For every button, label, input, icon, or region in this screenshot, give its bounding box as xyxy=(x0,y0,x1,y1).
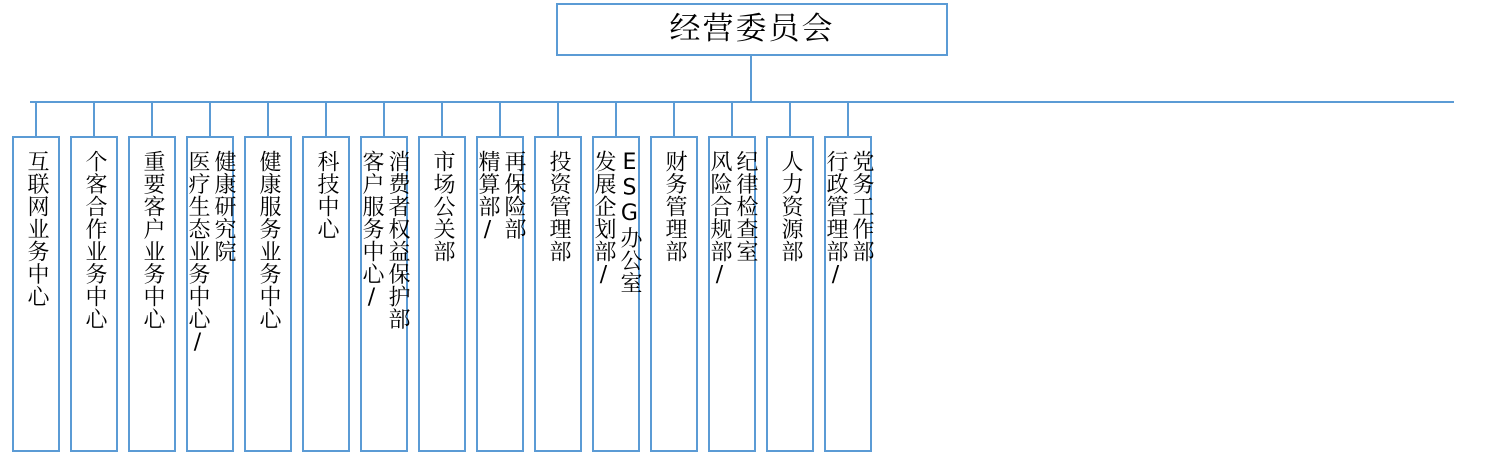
leaf-node[interactable] xyxy=(708,136,756,452)
leaf-node-label: 重要客户业务中心 xyxy=(139,150,165,330)
leaf-node[interactable] xyxy=(650,136,698,452)
leaf-node[interactable] xyxy=(244,136,292,452)
leaf-node-label: 风险合规部/ xyxy=(707,150,732,288)
connector-line xyxy=(325,101,327,136)
leaf-node[interactable] xyxy=(302,136,350,452)
leaf-node[interactable] xyxy=(360,136,408,452)
root-stem-line xyxy=(750,56,752,102)
connector-line xyxy=(789,101,791,136)
leaf-node[interactable] xyxy=(12,136,60,452)
leaf-node-label: 财务管理部 xyxy=(661,150,687,263)
leaf-node-label: 客户服务中心/ xyxy=(359,150,384,311)
leaf-node-label-secondary: 纪律检查室 xyxy=(732,150,758,263)
leaf-node[interactable] xyxy=(476,136,524,452)
leaf-node-label: 行政管理部/ xyxy=(823,150,848,288)
root-node-label: 经营委员会 xyxy=(669,11,835,47)
leaf-node-label: 投资管理部 xyxy=(545,150,571,263)
leaf-node[interactable] xyxy=(592,136,640,452)
leaf-node-label: 健康服务业务中心 xyxy=(255,150,281,330)
leaf-node-label: 发展企划部/ xyxy=(591,150,616,288)
leaf-node[interactable] xyxy=(534,136,582,452)
leaf-node-label: 人力资源部 xyxy=(777,150,803,263)
leaf-node[interactable] xyxy=(186,136,234,452)
connector-line xyxy=(93,101,95,136)
connector-line xyxy=(673,101,675,136)
leaf-node-label-secondary: 党务工作部 xyxy=(848,150,874,263)
connector-line xyxy=(35,101,37,136)
leaf-node-label: 市场公关部 xyxy=(429,150,455,263)
leaf-node-label: 科技中心 xyxy=(313,150,339,240)
leaf-node[interactable] xyxy=(418,136,466,452)
connector-line xyxy=(731,101,733,136)
leaf-node-label-secondary: 消费者权益保护部 xyxy=(384,150,410,330)
connector-line xyxy=(383,101,385,136)
connector-line xyxy=(615,101,617,136)
connector-line xyxy=(151,101,153,136)
leaf-node[interactable] xyxy=(824,136,872,452)
leaf-node-label-secondary: 健康研究院 xyxy=(210,150,236,263)
connector-line xyxy=(499,101,501,136)
leaf-node[interactable] xyxy=(766,136,814,452)
connector-line xyxy=(557,101,559,136)
connector-line xyxy=(209,101,211,136)
leaf-node-label-secondary: ESG办公室 xyxy=(616,150,642,294)
leaf-node-label: 个客合作业务中心 xyxy=(81,150,107,330)
horizontal-bus-line xyxy=(30,101,1454,103)
leaf-node-label: 医疗生态业务中心/ xyxy=(185,150,210,356)
connector-line xyxy=(847,101,849,136)
leaf-node[interactable] xyxy=(70,136,118,452)
leaf-node-label-secondary: 再保险部 xyxy=(500,150,526,240)
leaf-node[interactable] xyxy=(128,136,176,452)
leaf-node-label: 互联网业务中心 xyxy=(23,150,49,308)
leaf-node-row xyxy=(12,136,1475,452)
leaf-node-label: 精算部/ xyxy=(475,150,500,243)
connector-line xyxy=(441,101,443,136)
connector-line xyxy=(267,101,269,136)
root-node[interactable] xyxy=(556,3,948,56)
